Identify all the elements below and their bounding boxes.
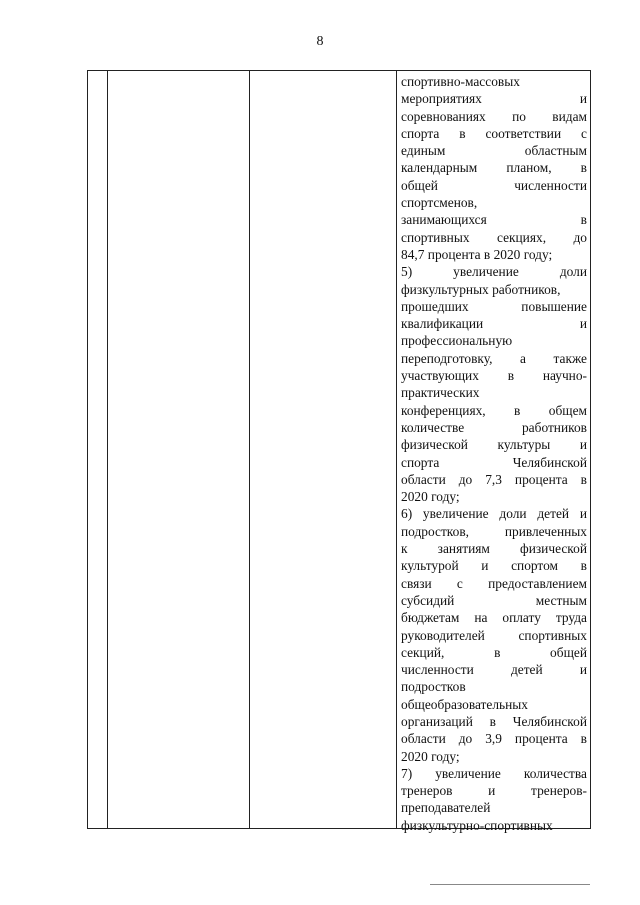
cell-text-line: 6) увеличение доли детей и [401,506,587,522]
cell-text-line: конференциях, в общем [401,402,587,418]
table-cell-text [401,73,587,834]
cell-text-line: общеобразовательных [401,696,529,712]
page-number: 8 [316,34,324,49]
cell-text-line: 2020 году; [401,489,460,505]
footer-rule [430,884,590,885]
cell-text-line: единым областным [401,143,587,159]
cell-text-line: количестве работников [401,419,587,435]
cell-text-line: подростков, привлеченных [401,523,587,539]
cell-text-line: организаций в Челябинской [401,713,587,729]
cell-text-line: физкультурно-спортивных [401,817,553,833]
cell-text-line: подростков [401,679,466,695]
cell-text-line: общей численности [401,177,587,193]
cell-text-line: календарным планом, в [401,160,587,176]
cell-text-line: тренеров и тренеров- [401,783,587,799]
cell-text-line: соревнованиях по видам [401,108,587,124]
cell-text-line: руководителей спортивных [401,627,587,643]
column-divider [396,71,397,828]
cell-text-line: практических [401,385,480,401]
table [87,70,591,833]
column-divider [107,71,108,828]
cell-text-line: спорта Челябинской [401,454,587,470]
cell-text-line: физической культуры и [401,437,587,453]
cell-text-line: 84,7 процента в 2020 году; [401,246,553,262]
cell-text-line: мероприятиях и [401,91,587,107]
cell-text-line: участвующих в научно- [401,368,587,384]
cell-text-line: спортивно-массовых [401,74,520,89]
cell-text-line: спорта в соответствии с [401,125,587,141]
cell-text-line: 5) увеличение доли [401,264,587,280]
cell-text-line: профессиональную [401,333,513,349]
column-divider [249,71,250,828]
cell-text-line: к занятиям физической [401,541,587,557]
cell-text-line: области до 7,3 процента в [401,471,587,487]
cell-text-line: 7) увеличение количества [401,765,587,781]
cell-text-line: переподготовку, а также [401,350,587,366]
cell-text-line: области до 3,9 процента в [401,731,587,747]
cell-text-line: спортсменов, [401,195,478,211]
cell-text-line: субсидий местным [401,592,587,608]
cell-text-line: занимающихся в [401,212,587,228]
cell-text-line: бюджетам на оплату труда [401,610,587,626]
cell-text-line: 2020 году; [401,748,460,764]
cell-text-line: численности детей и [401,662,587,678]
cell-text-line: секций, в общей [401,644,587,660]
cell-text-line: культурой и спортом в [401,558,587,574]
cell-text-line: физкультурных работников, [401,281,561,297]
cell-text-line: связи с предоставлением [401,575,587,591]
cell-text-line: преподавателей [401,800,491,816]
cell-text-line: квалификации и [401,316,587,332]
cell-text-line: прошедших повышение [401,298,587,314]
cell-text-line: спортивных секциях, до [401,229,587,245]
